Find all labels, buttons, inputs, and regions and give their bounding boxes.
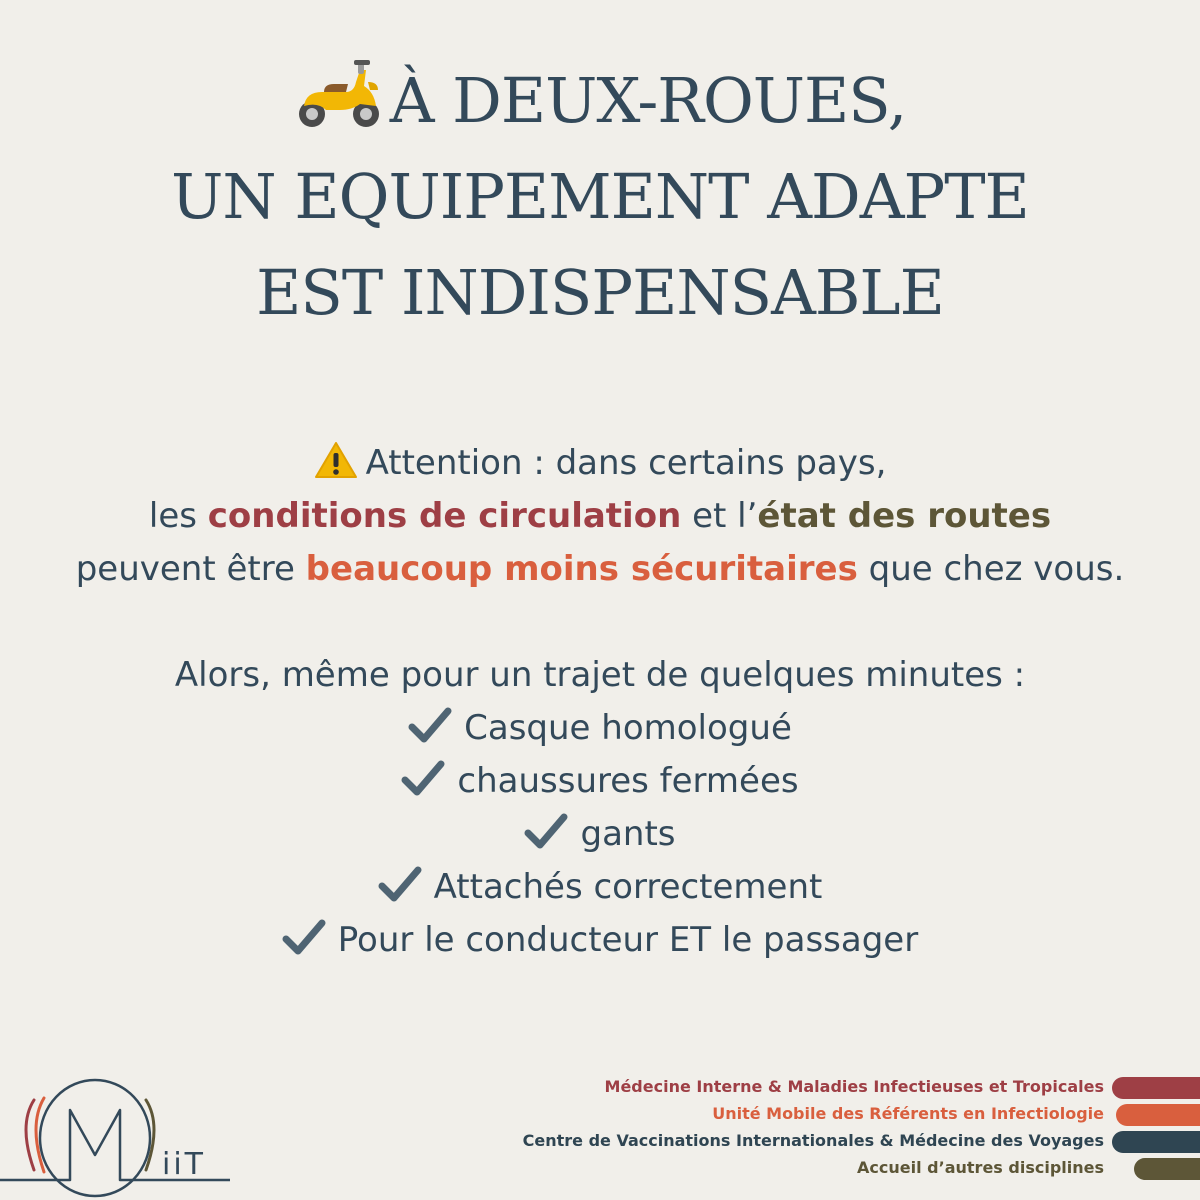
warning-text-1: Attention : dans certains pays, (365, 443, 887, 483)
checklist-item: chaussures fermées (0, 755, 1200, 808)
footer-color-bar (1112, 1077, 1200, 1099)
checklist-item: gants (0, 808, 1200, 861)
footer-color-bar (1134, 1158, 1200, 1180)
title-line-1 (0, 52, 1200, 149)
checklist-item: Casque homologué (0, 702, 1200, 755)
footer-color-bar (1112, 1131, 1200, 1153)
warning-line-2: les conditions de circulation et l’état des routes (148, 496, 1052, 536)
body-text (0, 437, 1200, 967)
highlight-security: beaucoup moins sécuritaires (305, 549, 858, 589)
advice-intro: Alors, même pour un trajet de quelques minutes : (174, 655, 1026, 695)
footer-label: Centre de Vaccinations Internationales & Médecine des Voyages (522, 1131, 1104, 1150)
title-line-3: EST INDISPENSABLE (256, 256, 944, 329)
highlight-roads: état des routes (757, 496, 1052, 536)
scooter-icon (294, 52, 382, 132)
footer-row (500, 1128, 1200, 1155)
footer-row (500, 1155, 1200, 1182)
title-text-1: À DEUX-ROUES, (389, 64, 907, 137)
checkmark-icon (408, 705, 452, 745)
checkmark-icon (378, 864, 422, 904)
footer-label: Unité Mobile des Référents en Infectiologie (712, 1104, 1104, 1123)
checkmark-icon (401, 758, 445, 798)
checkmark-icon (282, 917, 326, 957)
warning-line-3: peuvent être beaucoup moins sécuritaires que chez vous. (75, 549, 1125, 589)
warning-line-1 (0, 437, 1200, 490)
warning-icon (314, 440, 358, 480)
highlight-conditions: conditions de circulation (207, 496, 682, 536)
footer-row (500, 1074, 1200, 1101)
footer-label: Accueil d’autres disciplines (857, 1158, 1104, 1177)
checklist-item: Pour le conducteur ET le passager (0, 914, 1200, 967)
footer-color-bar (1116, 1104, 1200, 1126)
footer-row (500, 1101, 1200, 1128)
footer-label: Médecine Interne & Maladies Infectieuses et Tropicales (604, 1077, 1104, 1096)
logo-text: iiT (162, 1147, 206, 1182)
checkmark-icon (524, 811, 568, 851)
footer (500, 1074, 1200, 1182)
spacer (0, 596, 1200, 649)
miit-logo (0, 1070, 240, 1200)
page-title (0, 52, 1200, 341)
checklist-item: Attachés correctement (0, 861, 1200, 914)
title-line-2: UN EQUIPEMENT ADAPTE (171, 160, 1029, 233)
